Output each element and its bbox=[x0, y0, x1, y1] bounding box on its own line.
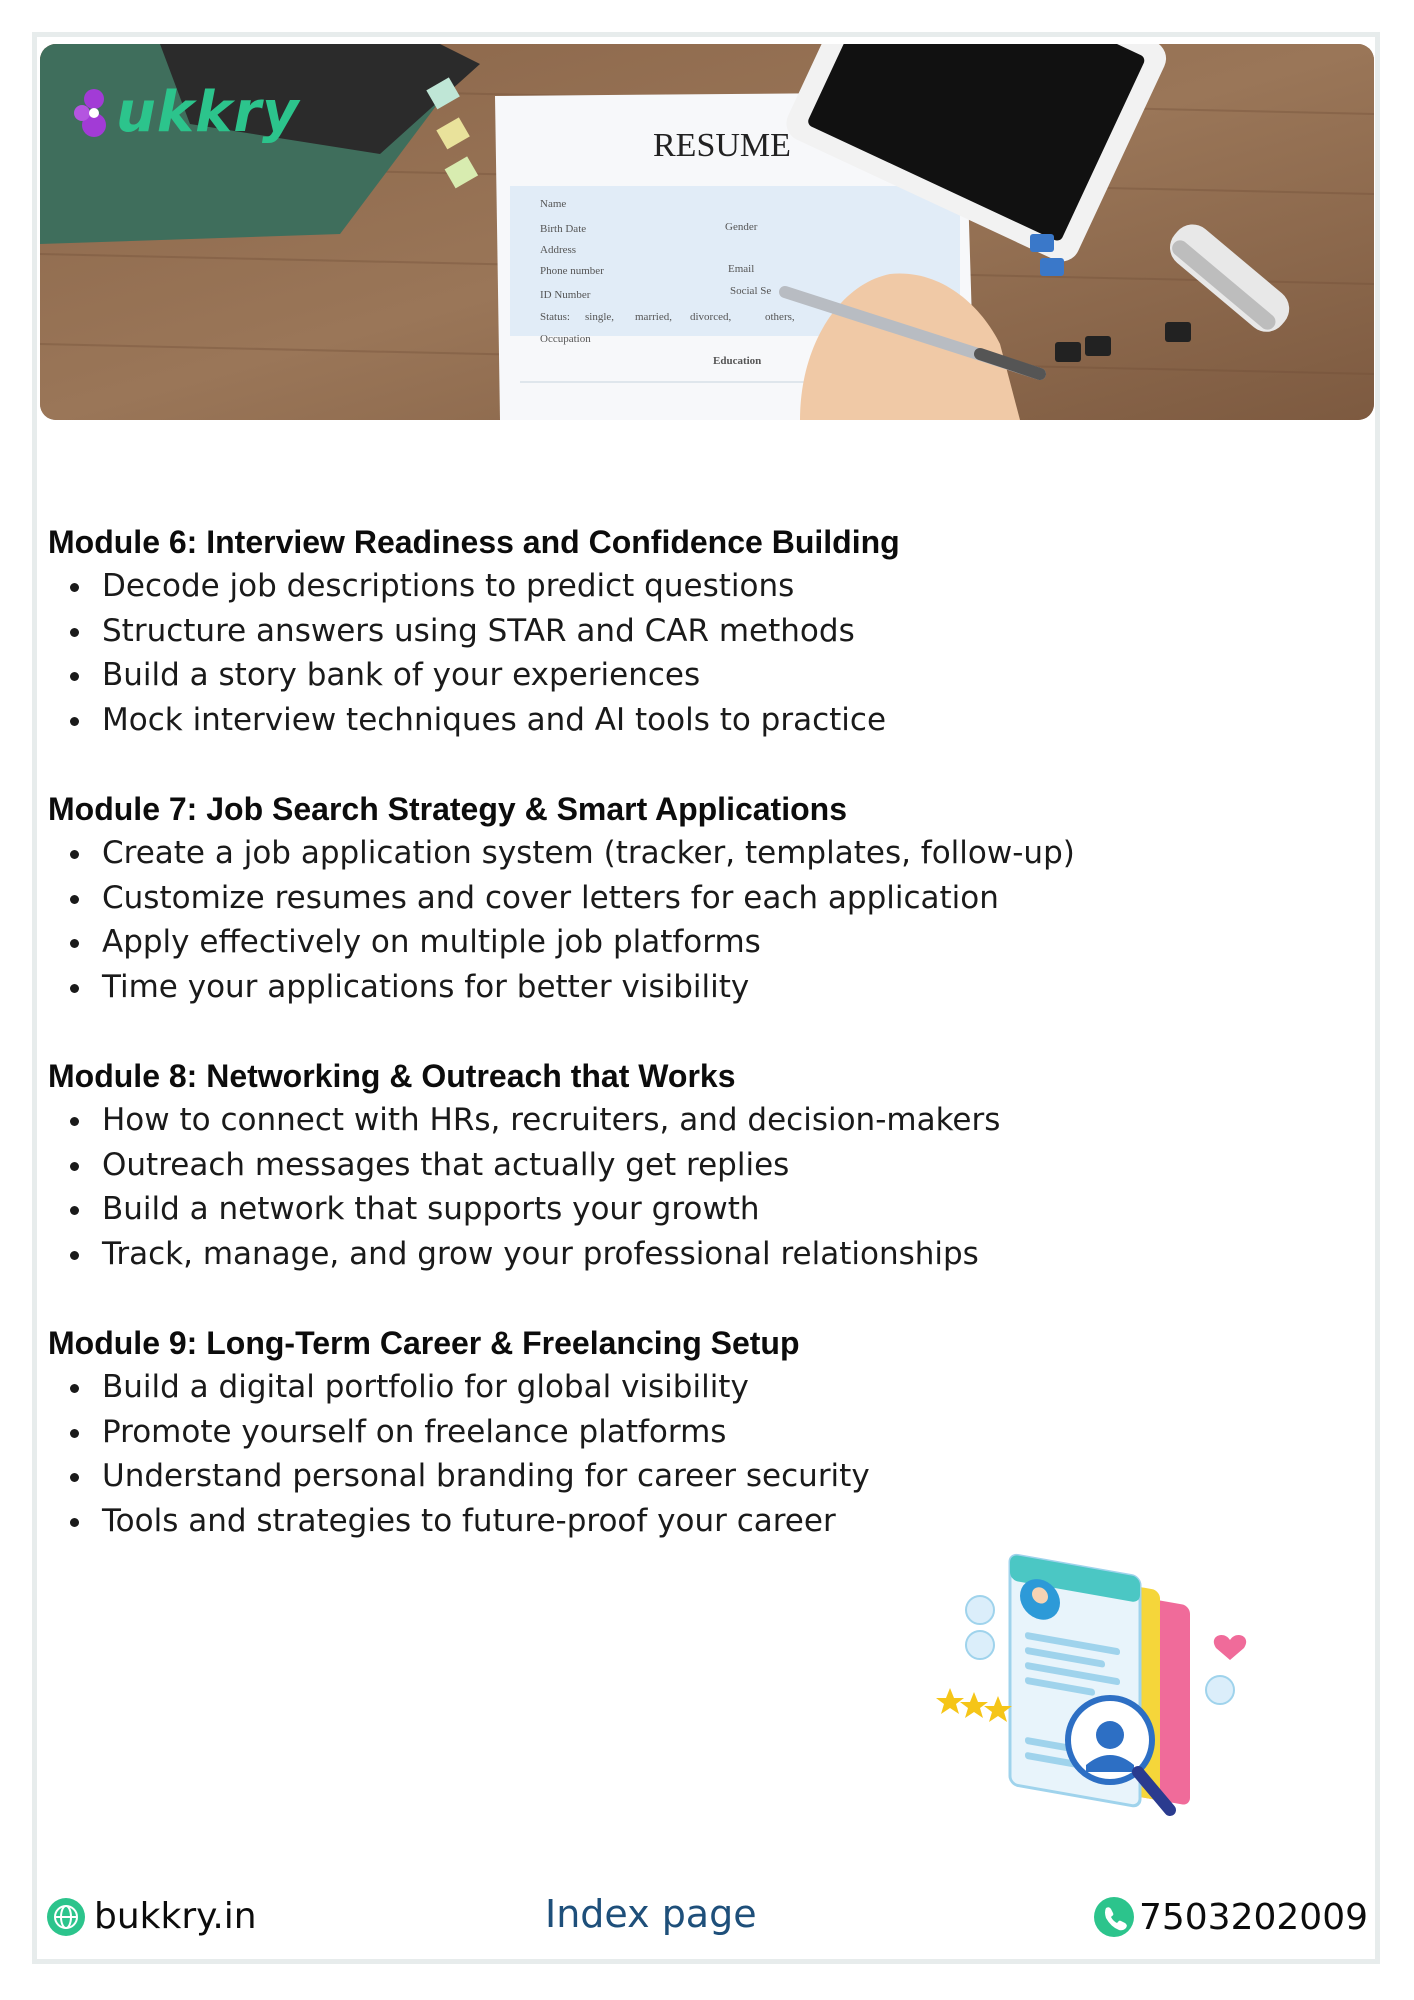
phone-link[interactable] bbox=[1093, 1896, 1368, 1938]
module-title: Module 7: Job Search Strategy & Smart Applications bbox=[48, 791, 847, 827]
list-item: Decode job descriptions to predict questions bbox=[102, 564, 1348, 609]
status-option: divorced, bbox=[690, 311, 732, 323]
list-item: Build a network that supports your growth bbox=[102, 1187, 1348, 1232]
bukkry-logo bbox=[74, 80, 299, 145]
rating-stars-icon bbox=[936, 1688, 1012, 1722]
status-option: others, bbox=[765, 311, 795, 323]
website-text: bukkry.in bbox=[94, 1896, 257, 1937]
resume-title: RESUME bbox=[653, 127, 791, 164]
list-item: Apply effectively on multiple job platforms bbox=[102, 920, 1348, 965]
list-item: Promote yourself on freelance platforms bbox=[102, 1410, 1348, 1455]
module-6 bbox=[48, 520, 1348, 742]
module-8 bbox=[48, 1054, 1348, 1276]
section-heading: Education bbox=[713, 355, 762, 367]
form-label: Occupation bbox=[540, 333, 591, 345]
list-item: How to connect with HRs, recruiters, and decision-makers bbox=[102, 1098, 1348, 1143]
form-label: Phone number bbox=[540, 265, 604, 277]
form-label: Address bbox=[540, 244, 577, 256]
module-list bbox=[48, 520, 1348, 1588]
resume-illustration bbox=[930, 1540, 1260, 1870]
module-7 bbox=[48, 787, 1348, 1009]
status-option: single, bbox=[585, 311, 615, 323]
list-item: Build a story bank of your experiences bbox=[102, 653, 1348, 698]
list-item: Structure answers using STAR and CAR methods bbox=[102, 609, 1348, 654]
website-link[interactable] bbox=[46, 1896, 257, 1937]
list-item: Time your applications for better visibility bbox=[102, 965, 1348, 1010]
module-title: Module 9: Long-Term Career & Freelancing Setup bbox=[48, 1325, 800, 1361]
form-label: Gender bbox=[725, 221, 758, 233]
page-label: Index page bbox=[545, 1892, 757, 1936]
form-label: Social Se bbox=[730, 285, 772, 297]
flower-logo-icon bbox=[74, 85, 114, 141]
list-item: Outreach messages that actually get replies bbox=[102, 1143, 1348, 1188]
globe-icon bbox=[46, 1897, 86, 1937]
footer bbox=[0, 1892, 1414, 1952]
form-label: Name bbox=[540, 198, 567, 210]
form-label: ID Number bbox=[540, 289, 591, 301]
form-label: Email bbox=[728, 263, 755, 275]
phone-number: 7503202009 bbox=[1138, 1896, 1368, 1938]
logo-text: ukkry bbox=[116, 80, 300, 145]
phone-icon bbox=[1093, 1896, 1135, 1938]
list-item: Customize resumes and cover letters for each application bbox=[102, 876, 1348, 921]
list-item: Create a job application system (tracker, templates, follow-up) bbox=[102, 831, 1348, 876]
form-label: Status: bbox=[540, 311, 570, 323]
list-item: Build a digital portfolio for global visibility bbox=[102, 1365, 1348, 1410]
list-item: Tools and strategies to future-proof your career bbox=[102, 1499, 1348, 1544]
module-title: Module 6: Interview Readiness and Confidence Building bbox=[48, 524, 900, 560]
module-title: Module 8: Networking & Outreach that Works bbox=[48, 1058, 736, 1094]
list-item: Understand personal branding for career security bbox=[102, 1454, 1348, 1499]
status-option: married, bbox=[635, 311, 672, 323]
module-9 bbox=[48, 1321, 1348, 1543]
heart-icon bbox=[1214, 1635, 1246, 1660]
list-item: Track, manage, and grow your professional relationships bbox=[102, 1232, 1348, 1277]
form-label: Birth Date bbox=[540, 223, 587, 235]
list-item: Mock interview techniques and AI tools to practice bbox=[102, 698, 1348, 743]
